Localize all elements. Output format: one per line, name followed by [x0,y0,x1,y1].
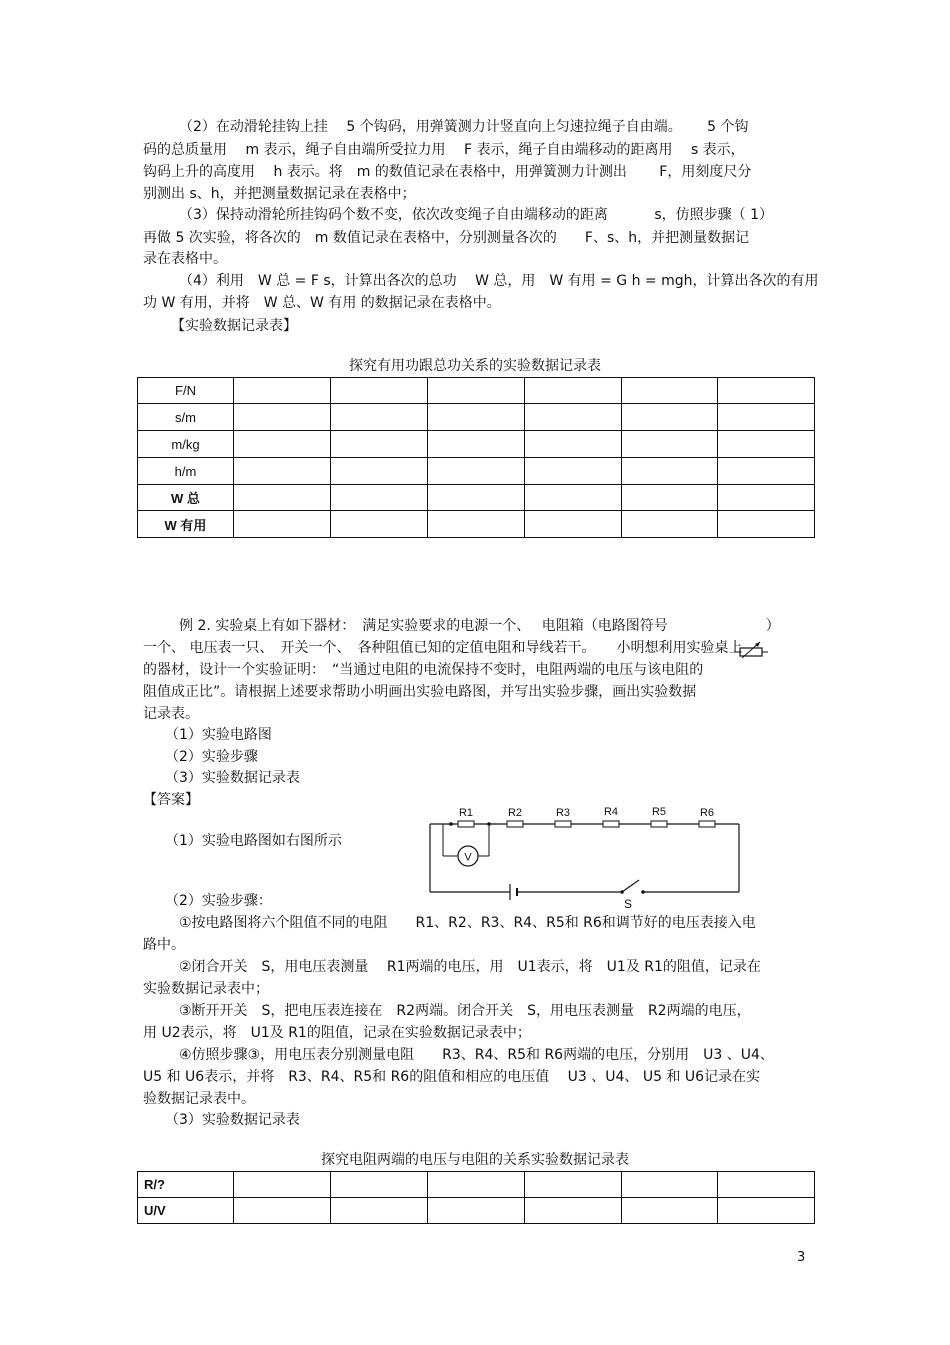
table-row [138,1198,815,1224]
s2-line-16: ③断开开关 S，把电压表连接在 R2两端。闭合开关 S，用电压表测量 R2两端的电压， [179,1003,751,1019]
table-row [138,511,815,538]
voltmeter-label: V [464,851,472,864]
s2-line-5: 记录表。 [143,706,199,722]
table-row [138,1172,815,1198]
s1-line-4: 别测出 s、h，并把测量数据记录在表格中； [143,186,416,202]
row-header: R/? [138,1172,234,1198]
row-header: h/m [138,458,234,485]
s2-line-8: （3）实验数据记录表 [165,770,300,786]
s1-line-8: （4）利用 W 总 = F s，计算出各次的总功 W 总，用 W 有用 = G h = mgh，计算出各次的有用 [179,273,819,289]
s2-line-4: 阻值成正比”。请根据上述要求帮助小明画出实验电路图，并写出实验步骤，画出实验数据 [143,684,697,700]
resistor-label: R2 [507,807,523,819]
s2-line-9: 【答案】 [143,792,199,808]
s2-line-3: 的器材，设计一个实验证明： “当通过电阻的电流保持不变时，电阻两端的电压与该电阻的 [143,662,704,678]
table-row [138,431,815,458]
page-number: 3 [797,1250,806,1265]
row-header: W 有用 [138,511,234,538]
table2-caption: 探究电阻两端的电压与电阻的关系实验数据记录表 [321,1152,629,1168]
data-table-1 [137,377,815,538]
s2-line-21: （3）实验数据记录表 [165,1112,300,1128]
s1-line-6: 再做 5 次实验，将各次的 m 数值记录在表格中，分别测量各次的 F、s、h，并把测量数据记 [143,230,750,246]
s1-line-5: （3）保持动滑轮所挂钩码个数不变，依次改变绳子自由端移动的距离 s，仿照步骤（ 1） [179,207,774,223]
s2-line-1: 例 2. 实验桌上有如下器材： 满足实验要求的电源一个、 电阻箱（电路图符号 ） [179,618,780,634]
resistor-label: R1 [458,807,474,819]
table-row [138,404,815,431]
s1-line-1: （2）在动滑轮挂钩上挂 5 个钩码，用弹簧测力计竖直向上匀速拉绳子自由端。 5 个钩 [179,119,749,135]
s1-line-7: 录在表格中。 [143,251,227,267]
s2-line-14: ②闭合开关 S，用电压表测量 R1两端的电压，用 U1表示，将 U1及 R1的阻值，记录在 [179,959,761,975]
s2-line-20: 验数据记录表中。 [143,1091,255,1107]
resistor-label: R6 [699,807,715,819]
resistor-label: R3 [555,807,571,819]
s2-line-6: （1）实验电路图 [165,727,272,743]
row-header: s/m [138,404,234,431]
s2-line-11: （2）实验步骤： [165,893,272,909]
s2-line-2: 一个、 电压表一只、 开关一个、 各种阻值已知的定值电阻和导线若干。 小明想利用实验桌上 [143,640,743,656]
s2-line-7: （2）实验步骤 [165,749,258,765]
s2-line-15: 实验数据记录表中； [143,981,269,997]
row-header: W 总 [138,485,234,511]
s2-line-13: 路中。 [143,937,185,953]
row-header: m/kg [138,431,234,458]
s2-line-17: 用 U2表示，将 U1及 R1的阻值，记录在实验数据记录表中； [143,1025,531,1041]
s2-line-18: ④仿照步骤③，用电压表分别测量电阻 R3、R4、R5和 R6两端的电压，分别用 U3 、U4、 [179,1047,774,1063]
s1-line-2: 码的总质量用 m 表示，绳子自由端所受拉力用 F 表示，绳子自由端移动的距离用 s 表示， [143,142,745,158]
row-header: U/V [138,1198,234,1224]
s1-line-3: 钩码上升的高度用 h 表示。将 m 的数值记录在表格中，用弹簧测力计测出 F，用刻度尺分 [143,164,752,180]
s2-line-10: （1）实验电路图如右图所示 [165,833,342,849]
switch-label: S [623,897,633,911]
table-row [138,485,815,511]
table-row [138,378,815,404]
s2-line-12: ①按电路图将六个阻值不同的电阻 R1、R2、R3、R4、R5和 R6和调节好的电压表接入电 [179,915,756,931]
data-table-2 [137,1171,815,1224]
resistor-label: R5 [651,806,667,818]
s2-line-19: U5 和 U6表示，并将 R3、R4、R5和 R6的阻值和相应的电压值 U3 、U4、 U5 和 U6记录在实 [143,1069,761,1085]
circuit-diagram [425,800,745,912]
s1-line-10: 【实验数据记录表】 [171,318,297,334]
resistor-label: R4 [603,806,619,818]
s1-line-9: 功 W 有用，并将 W 总、W 有用 的数据记录在表格中。 [143,295,501,311]
row-header: F/N [138,378,234,404]
switch-blade [622,880,639,892]
table-row [138,458,815,485]
resistance-box-symbol [734,638,770,660]
table1-caption: 探究有用功跟总功关系的实验数据记录表 [349,358,601,374]
